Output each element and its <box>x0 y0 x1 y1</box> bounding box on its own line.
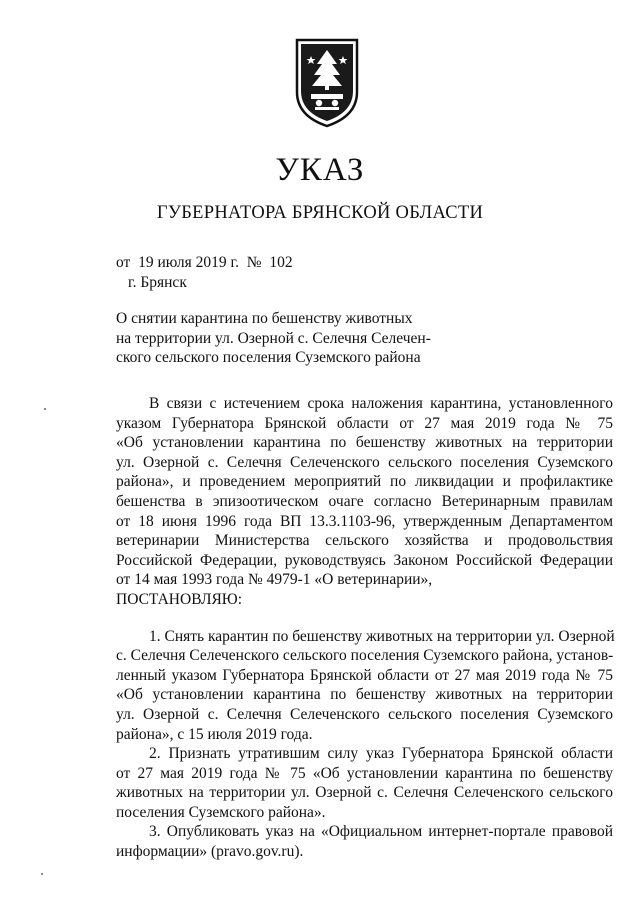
date-number-line: от 19 июля 2019 г. № 102 <box>116 254 293 271</box>
text-line: указом Губернатора Брянской области от 27 мая 2019 года № 75 <box>116 414 613 432</box>
text-line: района», и проведением мероприятий по ликвидации и профилактике <box>116 473 613 491</box>
text-line: 1. Снять карантин по бешенству животных на территории ул. Озерной <box>149 627 615 645</box>
document-subtitle: ГУБЕРНАТОРА БРЯНСКОЙ ОБЛАСТИ <box>156 203 484 223</box>
text-line: от 18 июня 1996 года ВП 13.3.1103-96, утвержденным Департаментом <box>116 512 613 530</box>
item-2-paragraph <box>116 744 613 822</box>
text-line: с. Селечня Селеченского сельского поселения Суземского района, установ- <box>116 647 614 665</box>
scan-speck <box>44 408 46 410</box>
city-line: г. Брянск <box>128 274 187 291</box>
subject-line: ского сельского поселения Суземского района <box>116 349 421 366</box>
text-line: «Об установлении карантина по бешенству животных на территории <box>116 686 613 704</box>
text-line: поселения Суземского района». <box>116 803 326 821</box>
document-title: УКАЗ <box>275 152 365 188</box>
text-line: ветеринарии Министерства сельского хозяйства и продовольствия <box>116 532 613 550</box>
text-line: 3. Опубликовать указ на «Официальном интернет-портале правовой <box>149 823 613 841</box>
bryansk-coat-of-arms-icon <box>295 38 359 128</box>
text-line: района», с 15 июля 2019 года. <box>116 725 313 743</box>
text-line: В связи с истечением срока наложения карантина, установленного <box>149 395 613 412</box>
text-line: Российской Федерации, руководствуясь Законом Российской Федерации <box>116 551 613 569</box>
text-line: ул. Озерной с. Селечня Селеченского сельского поселения Суземского <box>116 453 613 471</box>
text-line: бешенства в эпизоотическом очаге согласно Ветеринарным правилам <box>116 492 613 510</box>
text-line: от 14 мая 1993 года № 4979-1 «О ветеринарии», <box>116 571 433 589</box>
text-line: 2. Признать утратившим силу указ Губернатора Брянской области <box>149 745 613 763</box>
item-1-paragraph <box>116 627 613 745</box>
subject-line: на территории ул. Озерной с. Селечня Селечен- <box>116 329 431 347</box>
text-line: «Об установлении карантина по бешенству животных на территории <box>116 434 613 452</box>
subject-line: О снятии карантина по бешенству животных <box>116 310 413 327</box>
text-line: ул. Озерной с. Селечня Селеченского сельского поселения Суземского <box>116 705 613 723</box>
scan-speck <box>41 873 43 875</box>
document-body <box>116 394 613 862</box>
text-line: от 27 мая 2019 года № 75 «Об установлении карантина по бешенству <box>116 764 613 782</box>
decree-word: ПОСТАНОВЛЯЮ: <box>116 590 243 608</box>
decree-subject <box>116 309 446 368</box>
text-line: ленный указом Губернатора Брянской области от 27 мая 2019 года № 75 <box>116 666 613 684</box>
preamble-paragraph <box>116 394 613 610</box>
text-line: информации» (pravo.gov.ru). <box>116 843 304 861</box>
item-3-paragraph <box>116 822 613 861</box>
document-meta <box>116 253 293 293</box>
text-line: животных на территории ул. Озерной с. Селечня Селеченского сельского <box>116 784 613 802</box>
